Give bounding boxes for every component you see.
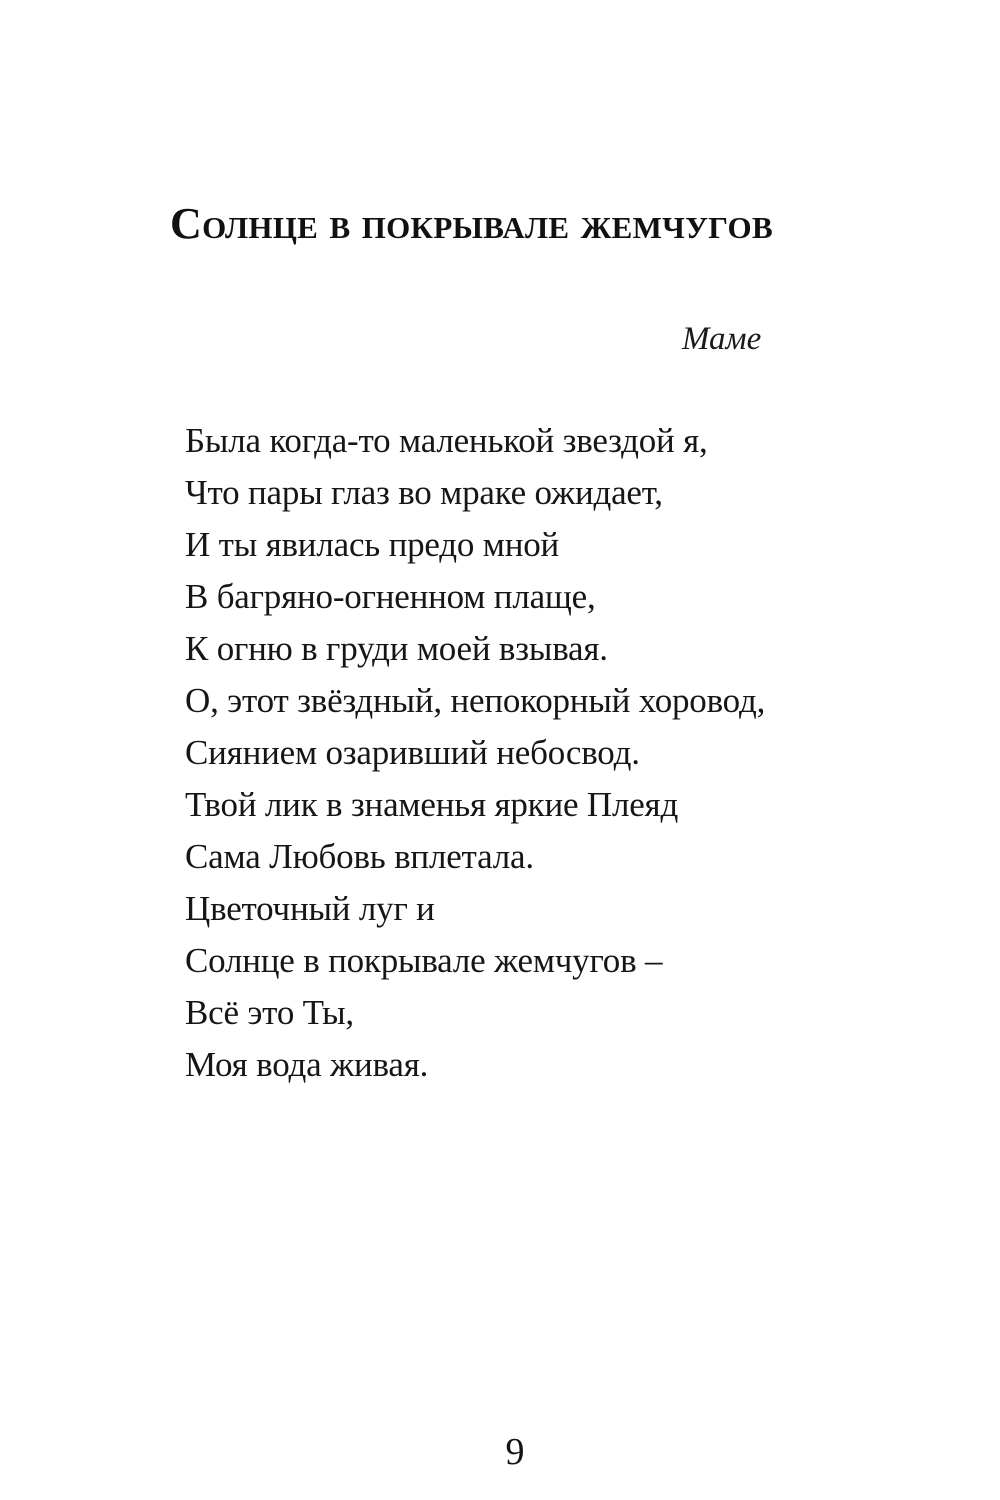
poem-line: О, этот звёздный, непокорный хоровод, (185, 681, 766, 720)
page-number: 9 (505, 1431, 525, 1473)
poem-dedication: Маме (682, 321, 762, 357)
poem-line: Была когда-то маленькой звездой я, (185, 421, 708, 460)
poem-line: Всё это Ты, (185, 993, 354, 1032)
poem-line: И ты явилась предо мной (185, 525, 560, 564)
poem-line: Моя вода живая. (185, 1045, 429, 1084)
poem-line: Сиянием озаривший небосвод. (185, 733, 640, 772)
poem-line: Цветочный луг и (185, 889, 435, 928)
poem-body (185, 415, 765, 1091)
poem-line: Солнце в покрывале жемчугов – (185, 941, 663, 980)
poem-title: Солнце в покрывале жемчугов (170, 199, 773, 248)
poem-line: К огню в груди моей взывая. (185, 629, 608, 668)
poem-line: Что пары глаз во мраке ожидает, (185, 473, 663, 512)
poem-line: Сама Любовь вплетала. (185, 837, 534, 876)
poem-line: В багряно-огненном плаще, (185, 577, 596, 616)
poem-line: Твой лик в знаменья яркие Плеяд (185, 785, 679, 824)
